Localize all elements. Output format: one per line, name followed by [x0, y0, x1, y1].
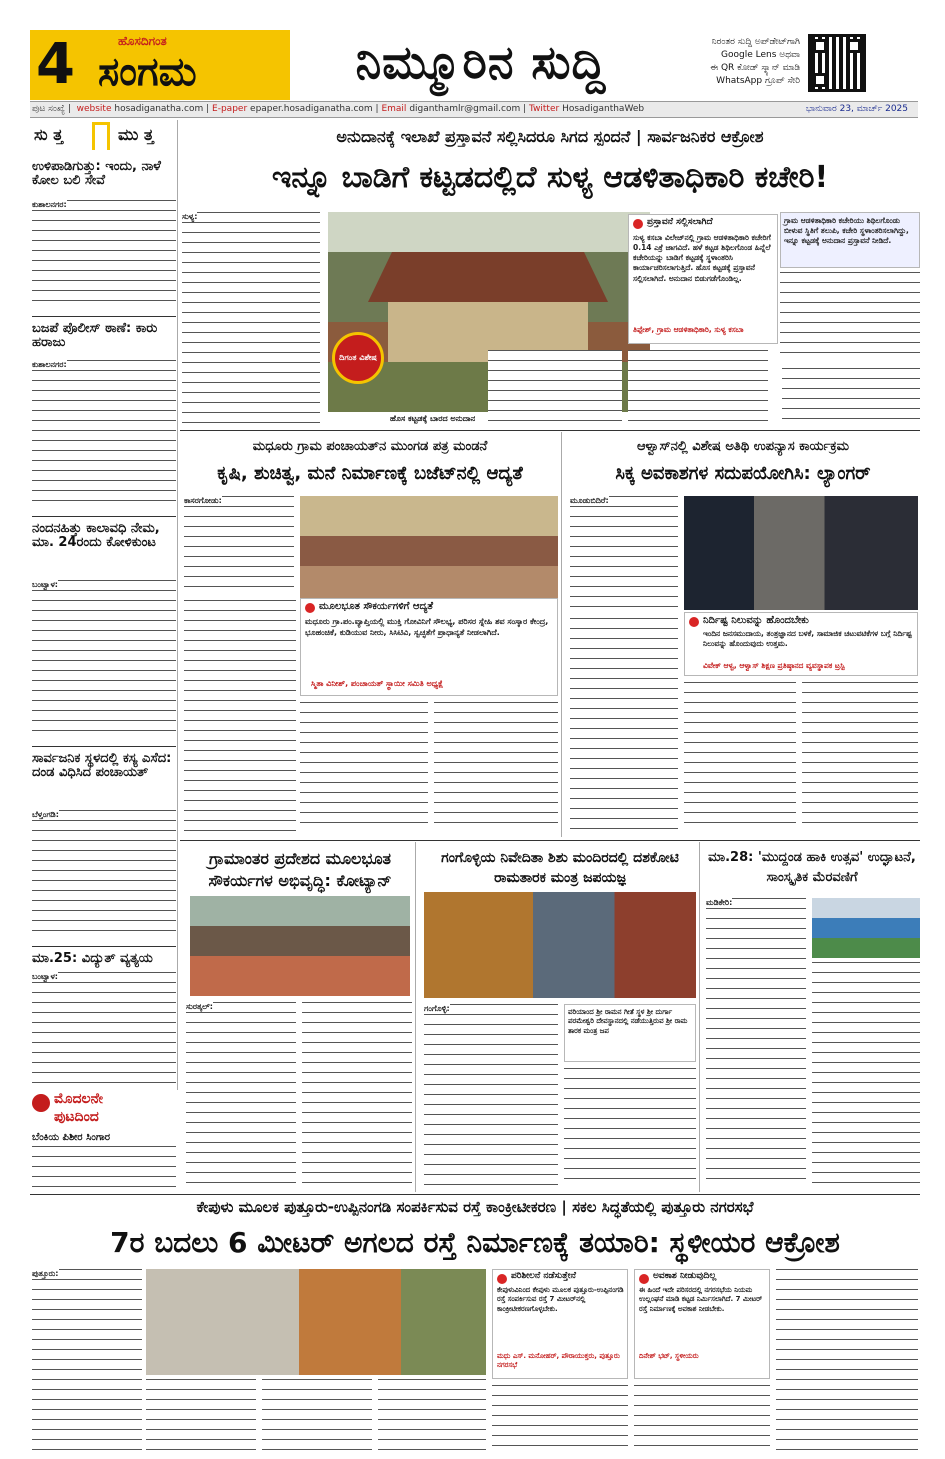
story-gangolli: [420, 842, 700, 1192]
story2-headline[interactable]: ಕೃಷಿ, ಶುಚಿತ್ವ, ಮನೆ ನಿರ್ಮಾಣಕ್ಕೆ ಬಜೆಟ್‌ನಲ್ಲಿ ಆದ್ಯತೆ: [217, 463, 523, 484]
story3-quote: ನಿರ್ದಿಷ್ಟ ನಿಲುವನ್ನು ಹೊಂದಬೇಕು ಇಂದಿನ ಜನಸಮುದಾಯ, ತಂತ್ರಜ್ಞಾನದ ಬಳಕೆ, ಸಾಮಾಜಿಕ ಚಟುವಟಿಕೆಗಳ ಬಗ್ಗೆ ನಿರ್ದಿಷ್ಟ ನಿಲುವನ್ನು ಹೊಂದುವುದು ಉತ್ತಮ. ವಿವೇಕ್ ಆಳ್ವ, ಆಳ್ವಾಸ್ ಶಿಕ್ಷಣ ಪ್ರತಿಷ್ಠಾನದ ವ್ಯವಸ್ಥಾಪಕ ಟ್ರಸ್ಟಿ: [684, 612, 918, 676]
story2-body-col3: [300, 702, 428, 832]
lead-quote: ಪ್ರಸ್ತಾವನೆ ಸಲ್ಲಿಸಲಾಗಿದೆ ಸುಳ್ಯ ಕಸಬಾ ವಿಲೇಜ್‌ನಲ್ಲಿ ಗ್ರಾಮ ಆಡಳಿತಾಧಿಕಾರಿ ಕಚೇರಿಗೆ 0.14 ಎಕ್ರೆ ಜಾಗವಿದೆ. ಹಳೆ ಕಟ್ಟಡ ಶಿಥಿಲಗೊಂಡ ಹಿನ್ನೆಲೆ ಕಚೇರಿಯನ್ನು ಬಾಡಿಗೆ ಕಟ್ಟಡಕ್ಕೆ ಸ್ಥಳಾಂತರಿಸಿ ಕಾರ್ಯಾಚರಿಸಲಾಗುತ್ತಿದೆ. ಹೊಸ ಕಟ್ಟಡಕ್ಕೆ ಪ್ರಸ್ತಾವನೆ ಸಲ್ಲಿಸಲಾಗಿದೆ. ಅನುದಾನ ಬಿಡುಗಡೆಗೊಂಡಿಲ್ಲ. ತಿಪ್ಪೇಶ್, ಗ್ರಾಮ ಆಡಳಿತಾಧಿಕಾರಿ, ಸುಳ್ಯ ಕಸಬಾ: [628, 214, 778, 344]
brand-name: ಸಂಗಮ: [98, 49, 197, 95]
sidebar-item-title[interactable]: ಬಜಪೆ ಪೊಲೀಸ್ ಠಾಣೆ: ಕಾರು ಹರಾಜು: [32, 321, 158, 351]
bottom-headline[interactable]: 7ರ ಬದಲು 6 ಮೀಟರ್ ಅಗಲದ ರಸ್ತೆ ನಿರ್ಮಾಣಕ್ಕೆ ತಯಾರಿ: ಸ್ಥಳೀಯರ ಆಕ್ರೋಶ: [110, 1226, 840, 1259]
bottom-body-col6: [634, 1385, 770, 1455]
bottom-body-col4: [378, 1379, 486, 1455]
qr-code[interactable]: [808, 34, 866, 92]
story3-body-col3: [684, 682, 796, 832]
story6-headline[interactable]: ಮಾ.28: 'ಮುದ್ದಂಡ ಹಾಕಿ ಉತ್ಸವ' ಉದ್ಘಾಟನೆ, ಸಾಂಸ್ಕೃತಿಕ ಮೆರವಣಿಗೆ: [708, 850, 916, 885]
bottom-quote-2: ಅವಕಾಶ ನೀಡುವುದಿಲ್ಲ ಈ ಹಿಂದೆ ಇದೇ ಪರಿಸರದಲ್ಲಿ ನಗರಸಭೆಯ ನಿಯಮ ಉಲ್ಲಂಘನೆ ಮಾಡಿ ಕಟ್ಟಡ ನಿರ್ಮಿಸಲಾಗಿದೆ. 7 ಮೀಟರ್ ರಸ್ತೆ ನಿರ್ಮಾಣಕ್ಕೆ ಅವಕಾಶ ನೀಡಬೇಕು. ದಿನೇಶ್ ಭಟ್, ಸ್ಥಳೀಯರು: [634, 1269, 770, 1379]
story5-body-col1: ಗಂಗೊಳ್ಳಿ:: [424, 1004, 558, 1188]
story3-kicker: ಆಳ್ವಾಸ್‌ನಲ್ಲಿ ವಿಶೇಷ ಅತಿಥಿ ಉಪನ್ಯಾಸ ಕಾರ್ಯಕ್ರಮ: [636, 439, 850, 454]
sidebar-item-title[interactable]: ನಂದನಹಿತ್ತು ಕಾಲಾವಧಿ ನೇಮ, ಮಾ. 24ರಂದು ಕೋಳಿಕುಂಟ: [32, 521, 160, 551]
story2-body-col4: [434, 702, 558, 832]
sidebar-item-title[interactable]: ಸಾರ್ವಜನಿಕ ಸ್ಥಳದಲ್ಲಿ ಕಸ್ಯ ಎಸೆದ: ದಂಡ ವಿಧಿಸಿದ ಪಂಚಾಯತ್: [32, 751, 172, 781]
bottom-body-col3: [262, 1379, 372, 1455]
lead-body-col5: [628, 350, 768, 426]
sidebar-item-title[interactable]: ಉಳಿಪಾಡಿಗುತ್ತು: ಇಂದು, ನಾಳೆ ಕೋಲ ಬಲಿ ಸೇವೆ: [32, 159, 161, 189]
pencil-icon: [32, 1094, 50, 1112]
sidebar-mast-right: ಮು ತ್ತ: [118, 125, 154, 144]
story6-body-col2: [812, 962, 920, 1188]
story2-body-col2: [184, 600, 296, 832]
story-surathkal: [180, 842, 416, 1192]
contact-strip: ಪುಟ ಸಂಖ್ಯೆ | website hosadiganatha.com | E-paper epaper.hosadiganatha.com | Email diganthamlr@gmail.com | Twitter HosadiganthaWeb ಭಾನುವಾರ 23, ಮಾರ್ಚ್ 2025: [30, 101, 918, 118]
story5-caption-box: ವರಿಯಾಂದ ಶ್ರೀ ರಾಮನ ಗೀತೆ ಸ್ಥಳ ಶ್ರೀ ದುರ್ಗಾ ಪರಮೇಶ್ವರಿ ದೇವಸ್ಥಾನದಲ್ಲಿ ನಡೆಯುತ್ತಿರುವ ಶ್ರೀ ರಾಮ ತಾರಕ ಮಂತ್ರ ಜಪ: [564, 1004, 696, 1062]
story2-photo: [300, 496, 558, 606]
bottom-body-col5: [492, 1385, 628, 1455]
epaper-link[interactable]: epaper.hosadiganatha.com: [250, 104, 373, 114]
sidebar-item-body: ಬಂಟ್ವಾಳ:: [32, 972, 176, 1084]
door-icon: [92, 122, 110, 150]
bottom-story: [30, 1195, 920, 1459]
story-madikeri: [704, 842, 920, 1192]
sidebar-item-body: ಕುಶಾಲನಗರ:: [32, 200, 176, 308]
story4-body-col2: [302, 1002, 412, 1188]
sidebar-item-body: ಕುಶಾಲನಗರ:: [32, 360, 176, 510]
story3-photo: [684, 496, 918, 610]
story4-headline[interactable]: ಗ್ರಾಮಾಂತರ ಪ್ರದೇಶದ ಮೂಲಭೂತ ಸೌಕರ್ಯಗಳ ಅಭಿವೃದ್ಧಿ: ಕೋಟ್ಯಾನ್: [208, 849, 392, 890]
first-page-box: [30, 1090, 178, 1195]
first-page-label: ಮೊದಲನೇ: [54, 1091, 103, 1107]
story2-kicker: ಮಧೂರು ಗ್ರಾಮ ಪಂಚಾಯತ್‌ನ ಮುಂಗಡ ಪತ್ರ ಮಂಡನೆ: [252, 439, 488, 454]
story6-body-col1: ಮಡಿಕೇರಿ:: [706, 898, 806, 1188]
email-link[interactable]: diganthamlr@gmail.com: [409, 104, 521, 114]
bottom-photo: [146, 1269, 486, 1375]
section-title: ನಿಮ್ಮೂರಿನ ಸುದ್ದಿ: [355, 35, 607, 89]
bottom-body-col1: ಪುತ್ತೂರು:: [32, 1269, 142, 1455]
first-page-head[interactable]: ಬೆಂಕಿಯ ಪಿಶೀರ ಸಿಂಗಾರ: [32, 1132, 111, 1143]
masthead: [0, 0, 945, 118]
story5-headline[interactable]: ಗಂಗೊಳ್ಳಿಯ ನಿವೇದಿತಾ ಶಿಶು ಮಂದಿರದಲ್ಲಿ ದಶಕೋಟಿ ರಾಮತಾರಕ ಮಂತ್ರ ಜಪಯಜ್ಞ: [441, 850, 679, 886]
story-alvas: [566, 432, 920, 837]
story-madhur: [180, 432, 562, 837]
digantha-stamp: ದಿಗಂತ ವಿಶೇಷ: [332, 332, 384, 384]
story2-quote: ಮೂಲಭೂತ ಸೌಕರ್ಯಗಳಿಗೆ ಆದ್ಯತೆ ಮಧೂರು ಗ್ರಾ.ಪಂ.ವ್ಯಾಪ್ತಿಯಲ್ಲಿ ಮುಕ್ತಿ ಗೋವಿನಿಗೆ ಸೌಲಭ್ಯ, ಪರಿಸರ ಸ್ನೇಹಿ ಶವ ಸಂಸ್ಕಾರ ಕೇಂದ್ರ, ಭೂಹಂಚಿಕೆ, ಕುಡಿಯುವ ನೀರು, ಸಿಸಿಟಿವಿ, ಸ್ವಚ್ಛತೆಗೆ ಪ್ರಾಧಾನ್ಯತೆ ನೀಡಲಾಗಿದೆ. ಸ್ಮಿತಾ ವಿನೀಶ್, ಪಂಚಾಯತ್ ಸ್ಥಾಯೀ ಸಮಿತಿ ಅಧ್ಯಕ್ಷೆ: [300, 598, 558, 696]
lead-body-col7: [782, 368, 920, 426]
lead-box-right: ಗ್ರಾಮ ಆಡಳಿತಾಧಿಕಾರಿ ಕಚೇರಿಯು ಶಿಥಿಲಗೊಂಡು ಬೀಳುವ ಸ್ಥಿತಿಗೆ ತಲುಪಿ, ಕಚೇರಿ ಸ್ಥಳಾಂತರಿಸಲಾಗಿದ್ದು, ಇನ್ನೂ ಕಟ್ಟಡಕ್ಕೆ ಅನುದಾನ ಪ್ರಸ್ತಾವನೆ ನೀಡಿದೆ.: [780, 212, 920, 268]
page-number: 4: [36, 32, 75, 97]
sidebar-mast-left: ಸು ತ್ತ: [34, 125, 63, 144]
sidebar-item-body: ಬಂಟ್ವಾಳ:: [32, 580, 176, 740]
lead-caption: ಹೊಸ ಕಟ್ಟಡಕ್ಕೆ ಬಾರದ ಅನುದಾನ: [390, 414, 476, 423]
sidebar-item-title[interactable]: ಮಾ.25: ವಿದ್ಯುತ್ ವ್ಯತ್ಯಯ: [32, 951, 153, 966]
story3-body-col2: [570, 618, 678, 832]
website-link[interactable]: hosadiganatha.com: [114, 104, 204, 114]
lead-body-col4: [488, 350, 622, 426]
story4-photo: [190, 896, 410, 996]
story3-body-col4: [802, 682, 918, 832]
bottom-body-col2: [146, 1379, 256, 1455]
story2-body-col1: ಕಾಸರಗೋಡು:: [184, 496, 294, 596]
qr-text: ನಿರಂತರ ಸುದ್ದಿ ಅಪ್‌ಡೇಟ್‌ಗಾಗಿ Google Lens ಅಥವಾ ಈ QR ಕೋಡ್ ಸ್ಕ್ಯಾನ್ ಮಾಡಿ WhatsApp ಗ್ರೂಪ್ ಸೇರಿ: [710, 37, 800, 86]
twitter-link[interactable]: HosadiganthaWeb: [562, 104, 645, 114]
brand-small: ಹೊಸದಿಗಂತ: [118, 34, 167, 48]
story6-photo: [812, 898, 920, 958]
lead-kicker: ಅನುದಾನಕ್ಕೆ ಇಲಾಖೆ ಪ್ರಸ್ತಾವನೆ ಸಲ್ಲಿಸಿದರೂ ಸಿಗದ ಸ್ಪಂದನೆ | ಸಾರ್ವಜನಿಕರ ಆಕ್ರೋಶ: [336, 127, 764, 146]
bottom-body-col7: [776, 1269, 918, 1455]
first-page-label-2: ಪುಟದಿಂದ: [54, 1109, 99, 1125]
lead-body-col1: ಸುಳ್ಯ:: [182, 212, 320, 424]
story4-body-col1: ಸುರತ್ಕಲ್:: [186, 1002, 296, 1188]
story3-body-col1: ಮೂಡುಬಿದಿರೆ:: [570, 496, 678, 612]
lead-body-col6: [780, 272, 920, 362]
story5-body-col2: [564, 1068, 696, 1188]
lead-story: [180, 120, 920, 430]
bottom-kicker: ಕೇಪುಳು ಮೂಲಕ ಪುತ್ತೂರು-ಉಪ್ಪಿನಂಗಡಿ ಸಂಪರ್ಕಿಸುವ ರಸ್ತೆ ಕಾಂಕ್ರೀಟೀಕರಣ | ಸಕಲ ಸಿದ್ಧತೆಯಲ್ಲಿ ಪುತ್ತೂರು ನಗರಸಭೆ: [196, 1198, 754, 1216]
issue-date: ಭಾನುವಾರ 23, ಮಾರ್ಚ್ 2025: [805, 104, 908, 114]
page-label: ಪುಟ ಸಂಖ್ಯೆ: [32, 104, 65, 114]
story5-photo: [424, 892, 696, 998]
bottom-quote-1: ಪರಿಶೀಲನೆ ನಡೆಸುತ್ತೇನೆ ಕೇಪುಳುವಿನಿಂದ ಕೇಪುಳು ಮೂಲಕ ಪುತ್ತೂರು-ಉಪ್ಪಿನಂಗಡಿ ರಸ್ತೆ ಸಂಪರ್ಕಿಸುವ ರಸ್ತೆ 7 ಮೀಟರ್‌ನಲ್ಲಿ ಕಾಂಕ್ರೀಟೀಕರಣಗೊಳ್ಳಬೇಕು. ಮಧು ಎಸ್. ಮನೋಹರ್, ಪೌರಾಯುಕ್ತರು, ಪುತ್ತೂರು ನಗರಸಭೆ: [492, 1269, 628, 1379]
lead-headline[interactable]: ಇನ್ನೂ ಬಾಡಿಗೆ ಕಟ್ಟಡದಲ್ಲಿದೆ ಸುಳ್ಯ ಆಡಳಿತಾಧಿಕಾರಿ ಕಚೇರಿ!: [271, 160, 829, 195]
sidebar: [30, 120, 178, 1195]
story3-headline[interactable]: ಸಿಕ್ಕ ಅವಕಾಶಗಳ ಸದುಪಯೋಗಿಸಿ: ಲ್ಯಾಂಗರ್: [615, 463, 871, 484]
sidebar-item-body: ಬೆಳ್ತಂಗಡಿ:: [32, 810, 176, 940]
